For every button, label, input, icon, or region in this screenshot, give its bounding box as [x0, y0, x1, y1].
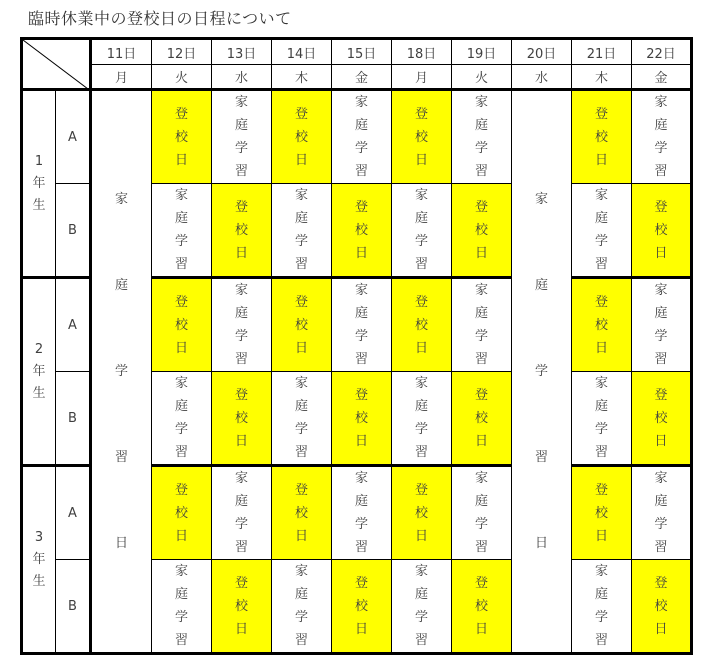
- school-day-cell: 登 校 日: [212, 184, 272, 278]
- school-day-cell: 登 校 日: [572, 466, 632, 560]
- weekday-header: 月: [392, 65, 452, 90]
- school-day-cell: 登 校 日: [392, 466, 452, 560]
- home-study-cell: 家 庭 学 習: [392, 184, 452, 278]
- weekday-header: 木: [272, 65, 332, 90]
- header-corner: [22, 39, 91, 90]
- grade-label: 1 年 生: [22, 90, 56, 278]
- home-study-cell: 家 庭 学 習: [152, 560, 212, 654]
- group-label: A: [56, 90, 91, 184]
- schedule-table: [20, 37, 693, 655]
- group-label: B: [56, 560, 91, 654]
- weekday-header: 月: [91, 65, 152, 90]
- school-day-cell: 登 校 日: [572, 278, 632, 372]
- home-study-cell: 家 庭 学 習: [452, 466, 512, 560]
- group-label: B: [56, 184, 91, 278]
- school-day-cell: 登 校 日: [332, 372, 392, 466]
- date-header: 13日: [212, 39, 272, 65]
- school-day-cell: 登 校 日: [212, 560, 272, 654]
- school-day-cell: 登 校 日: [272, 90, 332, 184]
- home-study-cell: 家 庭 学 習: [212, 466, 272, 560]
- home-study-cell: 家 庭 学 習: [392, 560, 452, 654]
- home-study-cell: 家 庭 学 習: [212, 90, 272, 184]
- date-header: 22日: [632, 39, 692, 65]
- all-home-study-column: 家 庭 学 習 日: [512, 90, 572, 654]
- date-header: 20日: [512, 39, 572, 65]
- home-study-cell: 家 庭 学 習: [452, 90, 512, 184]
- home-study-cell: 家 庭 学 習: [272, 184, 332, 278]
- home-study-cell: 家 庭 学 習: [212, 278, 272, 372]
- school-day-cell: 登 校 日: [152, 466, 212, 560]
- school-day-cell: 登 校 日: [392, 278, 452, 372]
- grade-label: 3 年 生: [22, 466, 56, 654]
- home-study-cell: 家 庭 学 習: [332, 278, 392, 372]
- date-header: 15日: [332, 39, 392, 65]
- date-header: 12日: [152, 39, 212, 65]
- home-study-cell: 家 庭 学 習: [572, 184, 632, 278]
- school-day-cell: 登 校 日: [212, 372, 272, 466]
- home-study-cell: 家 庭 学 習: [572, 372, 632, 466]
- group-label: A: [56, 466, 91, 560]
- school-day-cell: 登 校 日: [632, 372, 692, 466]
- weekday-header: 金: [332, 65, 392, 90]
- home-study-cell: 家 庭 学 習: [272, 560, 332, 654]
- school-day-cell: 登 校 日: [392, 90, 452, 184]
- weekday-header: 水: [212, 65, 272, 90]
- weekday-header: 火: [452, 65, 512, 90]
- school-day-cell: 登 校 日: [632, 184, 692, 278]
- school-day-cell: 登 校 日: [452, 372, 512, 466]
- date-header: 14日: [272, 39, 332, 65]
- date-header: 19日: [452, 39, 512, 65]
- home-study-cell: 家 庭 学 習: [452, 278, 512, 372]
- school-day-cell: 登 校 日: [152, 278, 212, 372]
- weekday-header: 火: [152, 65, 212, 90]
- weekday-header: 木: [572, 65, 632, 90]
- diagonal-line: [23, 40, 92, 92]
- date-header: 11日: [91, 39, 152, 65]
- home-study-cell: 家 庭 学 習: [152, 372, 212, 466]
- school-day-cell: 登 校 日: [332, 184, 392, 278]
- weekday-header: 金: [632, 65, 692, 90]
- home-study-cell: 家 庭 学 習: [332, 90, 392, 184]
- home-study-cell: 家 庭 学 習: [392, 372, 452, 466]
- school-day-cell: 登 校 日: [452, 184, 512, 278]
- school-day-cell: 登 校 日: [632, 560, 692, 654]
- school-day-cell: 登 校 日: [332, 560, 392, 654]
- school-day-cell: 登 校 日: [272, 278, 332, 372]
- grade-label: 2 年 生: [22, 278, 56, 466]
- group-label: A: [56, 278, 91, 372]
- school-day-cell: 登 校 日: [452, 560, 512, 654]
- page-title: 臨時休業中の登校日の日程について: [28, 9, 292, 28]
- all-home-study-column: 家 庭 学 習 日: [91, 90, 152, 654]
- school-day-cell: 登 校 日: [152, 90, 212, 184]
- school-day-cell: 登 校 日: [272, 466, 332, 560]
- home-study-cell: 家 庭 学 習: [272, 372, 332, 466]
- school-day-cell: 登 校 日: [572, 90, 632, 184]
- date-header: 21日: [572, 39, 632, 65]
- home-study-cell: 家 庭 学 習: [632, 278, 692, 372]
- home-study-cell: 家 庭 学 習: [572, 560, 632, 654]
- home-study-cell: 家 庭 学 習: [632, 466, 692, 560]
- home-study-cell: 家 庭 学 習: [332, 466, 392, 560]
- group-label: B: [56, 372, 91, 466]
- home-study-cell: 家 庭 学 習: [632, 90, 692, 184]
- date-header: 18日: [392, 39, 452, 65]
- home-study-cell: 家 庭 学 習: [152, 184, 212, 278]
- weekday-header: 水: [512, 65, 572, 90]
